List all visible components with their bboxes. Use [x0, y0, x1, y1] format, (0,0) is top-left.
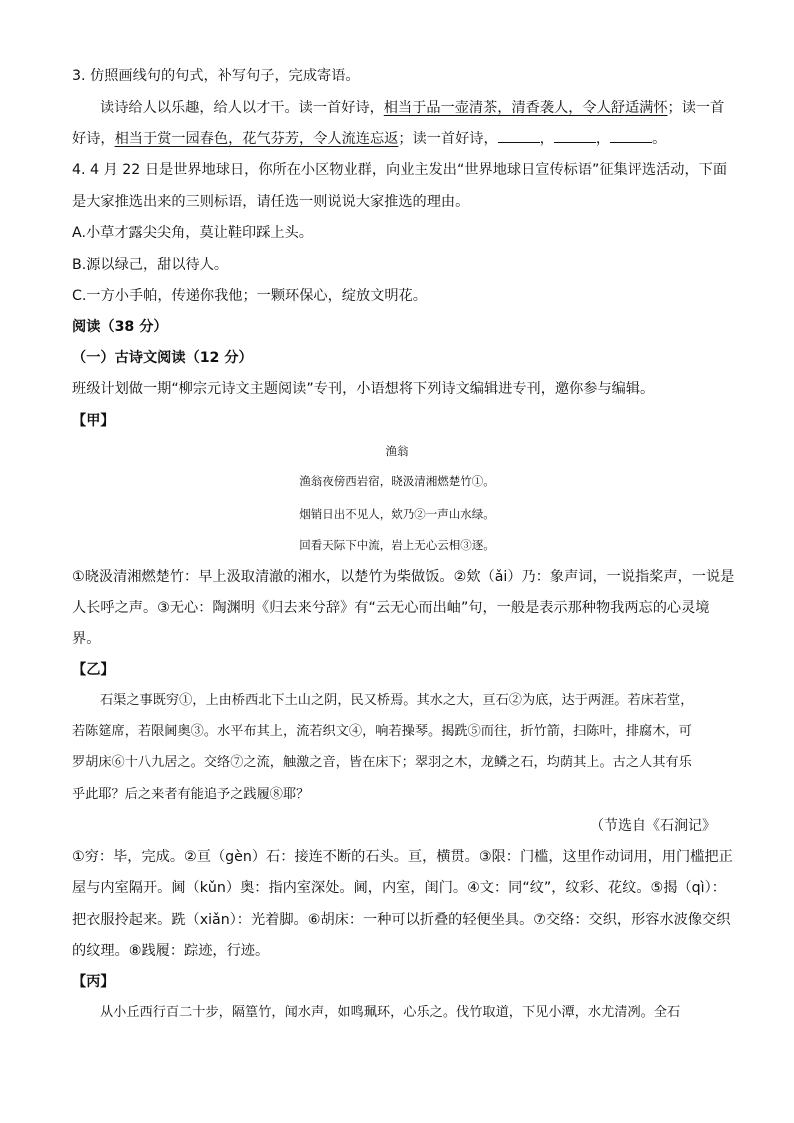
label-jia: 【甲】 [72, 413, 115, 429]
blank-end: 。 [652, 131, 667, 147]
blank-sep-1: ， [539, 131, 554, 147]
q3-title: 3. 仿照画线句的句式，补写句子，完成寄语。 [72, 68, 360, 84]
yi-text-line: 罗胡床⑥十八九居之。交络⑦之流，触激之音，皆在床下；翠羽之木，龙鳞之石，均荫其上。古之人其有乐 [72, 755, 692, 770]
answer-blank-3[interactable] [610, 130, 652, 143]
poem-line: 烟销日出不见人，欸乃②一声山水绿。 [299, 507, 495, 521]
answer-blank-2[interactable] [554, 130, 596, 143]
q3-line-1 [100, 98, 724, 118]
reading-subtitle: （一）古诗文阅读（12 分） [72, 350, 253, 366]
q4-line-2: 是大家推选出来的三则标语，请任选一则说说大家推选的理由。 [72, 194, 470, 210]
q3-line-2-underlined: 相当于赏一园春色，花气芬芳，令人流连忘返 [114, 131, 399, 147]
yi-note-line: 把衣服拎起来。跣（xiǎn）：光着脚。⑥胡床：一种可以折叠的轻便坐具。⑦交络：交织，形容水波像交织 [72, 912, 731, 928]
yi-text-line: 石渠之事既穷①，上由桥西北下土山之阴，民又桥焉。其水之大，亘石②为底，达于两涯。若床若堂， [100, 693, 694, 708]
yi-note-line: 屋与内室隔开。阃（kǔn）奥：指内室深处。阃，内室，闺门。④文：同“纹”，纹彩、花纹。⑤揭（qì）： [72, 880, 726, 896]
q3-line-1-a: 读诗给人以乐趣，给人以才干。读一首好诗， [100, 100, 384, 116]
q4-option-c: C.一方小手帕，传递你我他；一颗环保心，绽放文明花。 [72, 288, 427, 304]
jia-note-line: ①晓汲清湘燃楚竹：早上汲取清澈的湘水，以楚竹为柴做饭。②欸（ǎi）乃：象声词，一说指桨声，一说是 [72, 569, 735, 585]
q3-line-1-b: ；读一首 [667, 100, 725, 116]
q3-line-2 [72, 129, 666, 149]
poem-line: 渔翁夜傍西岩宿，晓汲清湘燃楚竹①。 [299, 474, 495, 488]
yi-note-line: ①穷：毕，完成。②亘（gèn）石：接连不断的石头。亘，横贯。③限：门槛，这里作动词用，用门槛把正 [72, 849, 733, 865]
yi-note-line: 的纹理。⑧践履：踪迹，行迹。 [72, 943, 270, 959]
poem-title: 渔翁 [385, 444, 409, 458]
label-bing: 【丙】 [72, 974, 115, 990]
yi-source: （节选自《石涧记》 [590, 818, 716, 834]
bing-text-line: 从小丘西行百二十步，隔篁竹，闻水声，如鸣珮环，心乐之。伐竹取道，下见小潭，水尤清冽。全石 [100, 1005, 681, 1020]
jia-note-line: 界。 [72, 631, 101, 647]
poem-line: 回看天际下中流，岩上无心云相③逐。 [299, 538, 495, 552]
label-yi: 【乙】 [72, 662, 115, 678]
q4-option-a: A.小草才露尖尖角，莫让鞋印踩上头。 [72, 225, 313, 241]
q3-line-1-underlined: 相当于品一壶清茶，清香袭人，令人舒适满怀 [383, 100, 668, 116]
answer-blank-1[interactable] [498, 130, 540, 143]
q3-line-2-b: ；读一首好诗， [398, 131, 498, 147]
blank-sep-2: ， [595, 131, 611, 147]
q4-line-1: 4. 4 月 22 日是世界地球日，你所在小区物业群，向业主发出“世界地球日宣传标语”征集评选活动，下面 [72, 162, 728, 178]
q4-option-b: B.源以绿己，甜以待人。 [72, 257, 229, 273]
yi-text-line: 若陈筵席，若限阃奥③。水平布其上，流若织文④，响若操琴。揭跣⑤而往，折竹箭，扫陈叶，排腐木，可 [72, 724, 692, 739]
yi-text-line: 乎此耶？后之来者有能追予之践履⑧耶？ [72, 787, 310, 802]
reading-title: 阅读（38 分） [72, 319, 168, 335]
reading-intro: 班级计划做一期“柳宗元诗文主题阅读”专刊，小语想将下列诗文编辑进专刊，邀你参与编辑。 [72, 381, 655, 397]
q3-line-2-a: 好诗， [72, 131, 115, 147]
jia-note-line: 人长呼之声。③无心：陶渊明《归去来兮辞》有“云无心而出岫”句，一般是表示那种物我两忘的心灵境 [72, 600, 710, 616]
